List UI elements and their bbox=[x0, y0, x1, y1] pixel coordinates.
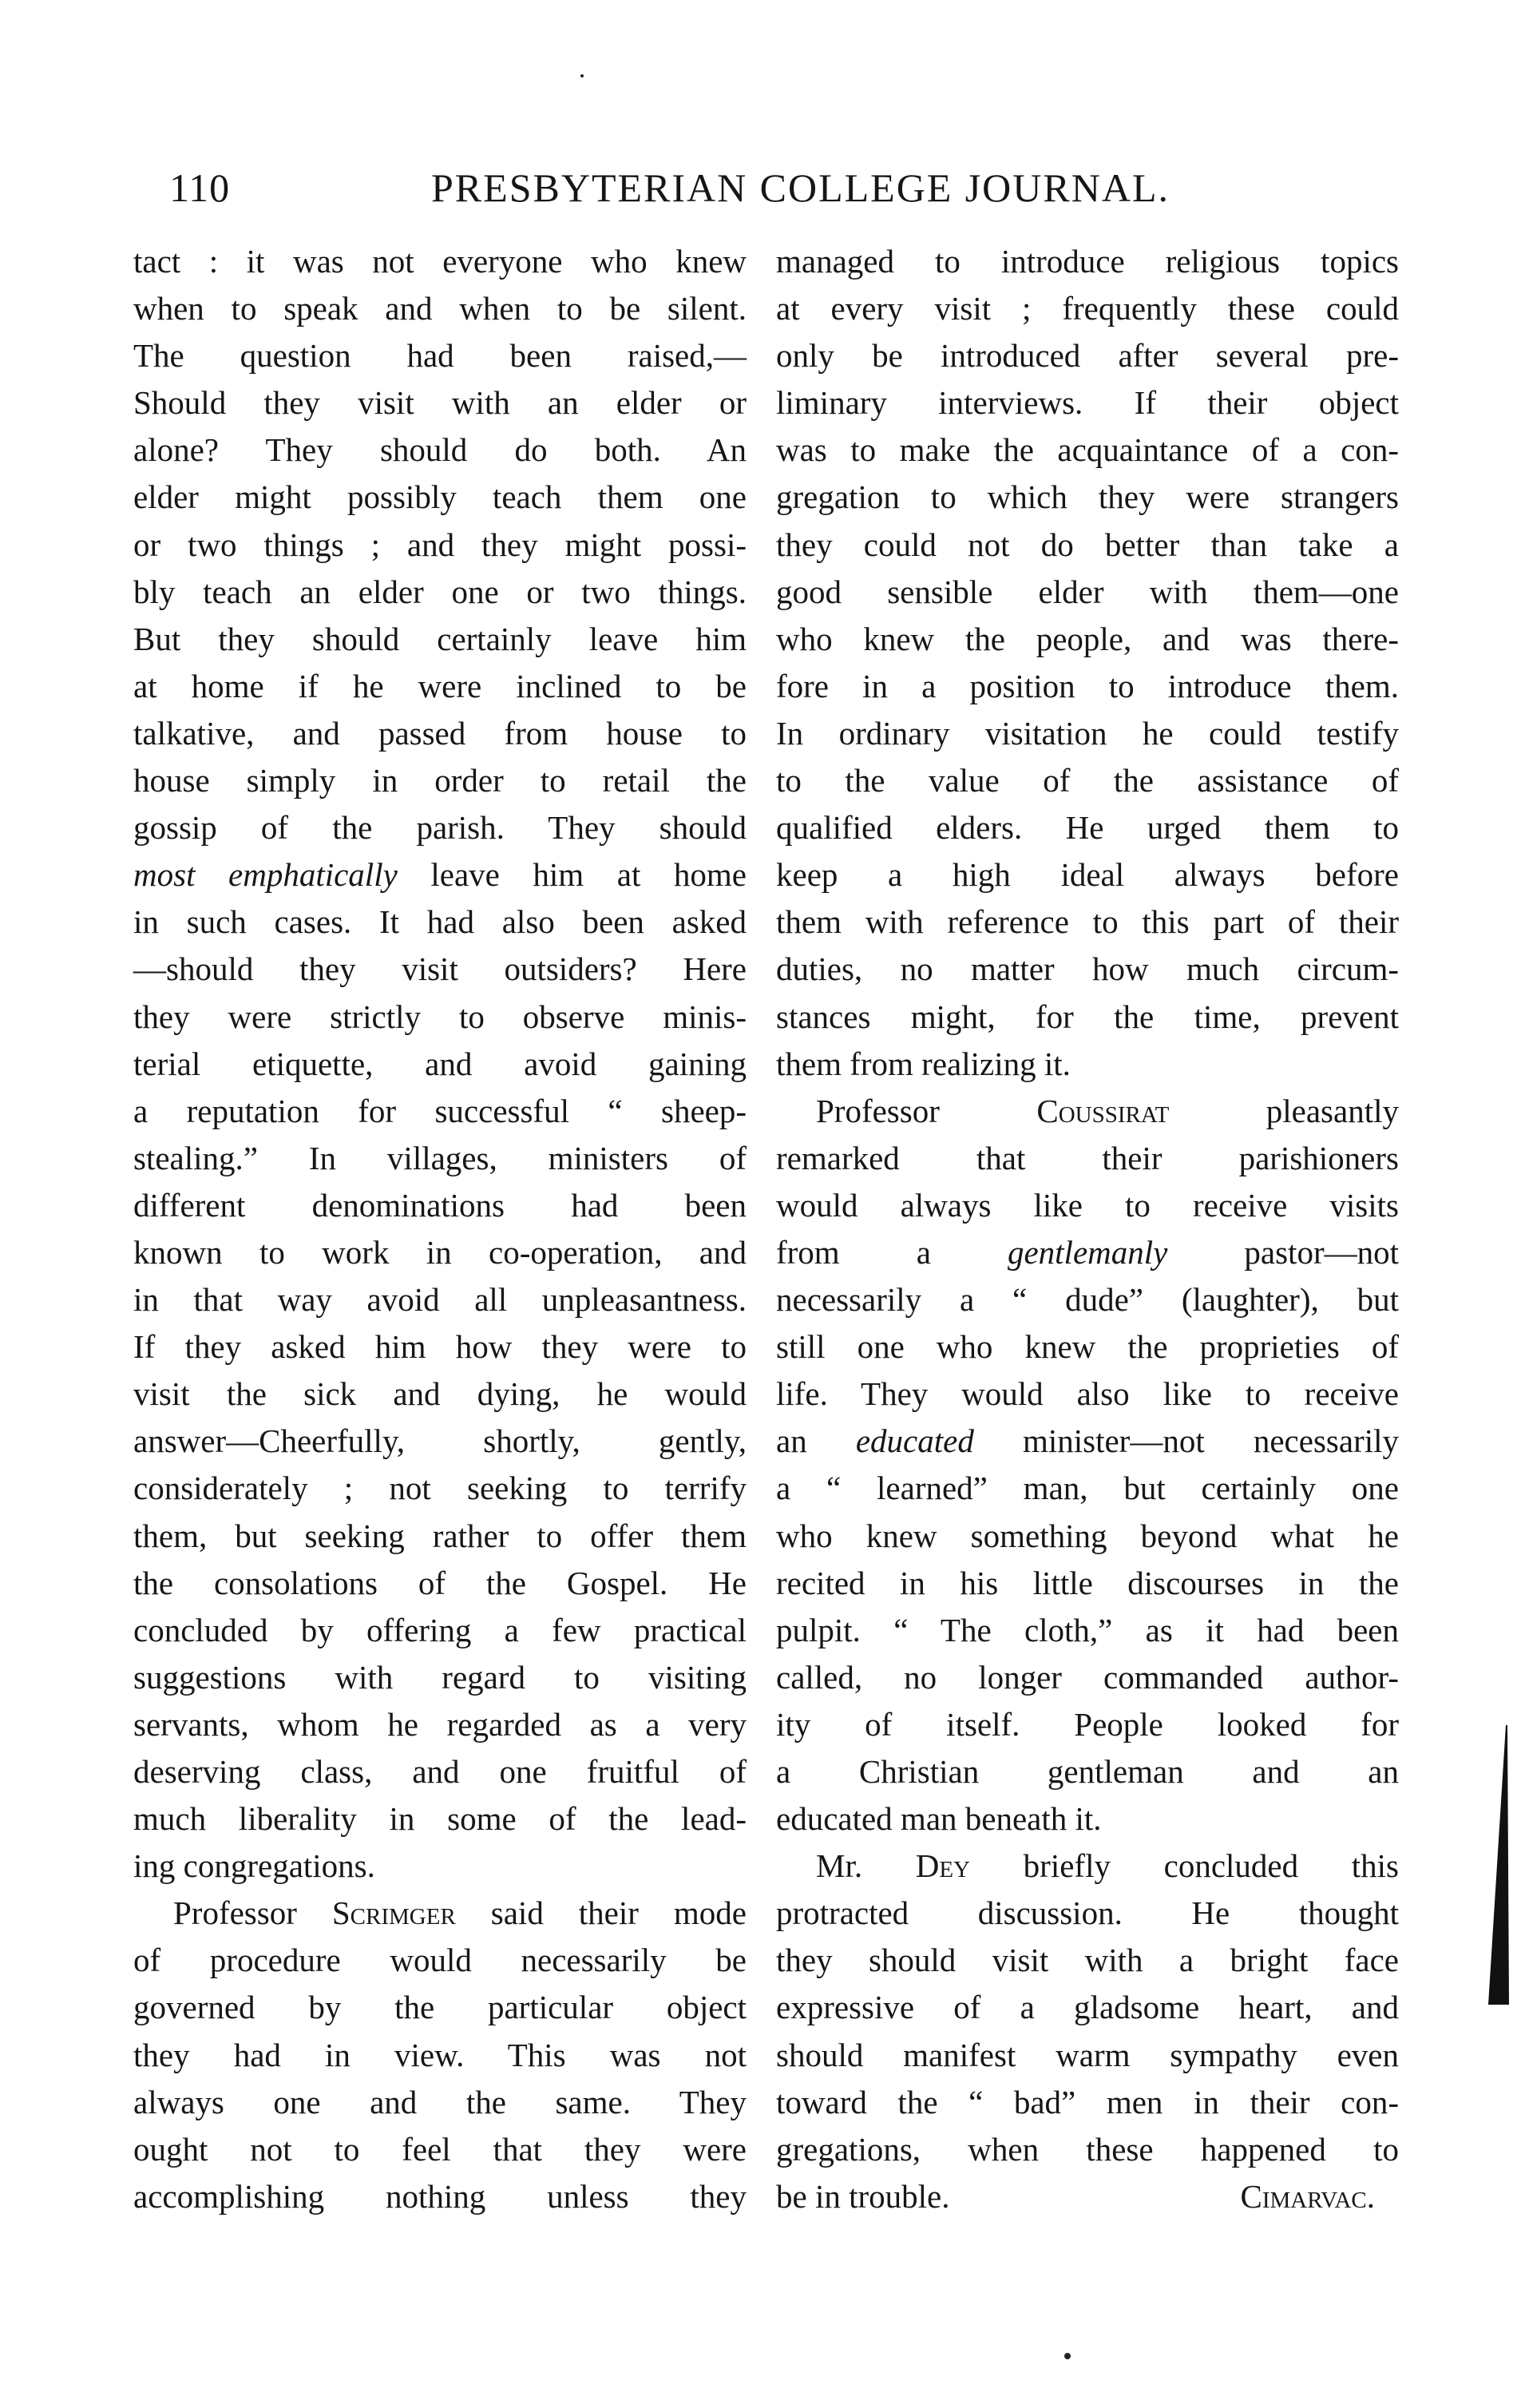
line-text: tact : it was not everyone who knew bbox=[133, 243, 747, 280]
line-text: much liberality in some of the lead- bbox=[133, 1800, 747, 1838]
line-text: considerately ; not seeking to terrify bbox=[133, 1470, 747, 1507]
line-text: at every visit ; frequently these could bbox=[776, 290, 1399, 327]
line-text: always one and the same. They bbox=[133, 2083, 747, 2120]
line-text: briefly concluded this bbox=[970, 1847, 1399, 1885]
text-line bbox=[776, 1418, 1399, 1465]
text-line bbox=[776, 1795, 1399, 1843]
text-line bbox=[776, 2173, 1399, 2220]
text-line bbox=[776, 2079, 1399, 2126]
text-line bbox=[133, 1323, 747, 1371]
line-text: gossip of the parish. They should bbox=[133, 809, 747, 847]
line-text: an bbox=[776, 1422, 856, 1460]
line-text: a reputation for successful “ sheep- bbox=[133, 1092, 747, 1129]
line-text: ing congregations. bbox=[133, 1847, 375, 1885]
speaker-name: Dey bbox=[915, 1847, 971, 1885]
line-text: good sensible elder with them—one bbox=[776, 573, 1399, 610]
text-line bbox=[133, 1371, 747, 1418]
scan-edge-mark bbox=[1485, 1725, 1517, 2013]
text-line bbox=[133, 238, 747, 285]
line-text: in such cases. It had also been asked bbox=[133, 903, 747, 941]
line-text: remarked that their parishioners bbox=[776, 1139, 1399, 1176]
text-line bbox=[133, 1795, 747, 1843]
text-line bbox=[133, 1229, 747, 1276]
line-text: who knew something beyond what he bbox=[776, 1517, 1399, 1554]
text-line bbox=[133, 2173, 747, 2220]
line-text: suggestions with regard to visiting bbox=[133, 1658, 747, 1696]
line-text: protracted discussion. He thought bbox=[776, 1894, 1399, 1932]
text-line bbox=[776, 710, 1399, 757]
running-header-title: PRESBYTERIAN COLLEGE JOURNAL. bbox=[431, 165, 1170, 210]
line-text: should manifest warm sympathy even bbox=[776, 2036, 1399, 2073]
text-line bbox=[776, 2126, 1399, 2173]
text-line bbox=[133, 1418, 747, 1465]
line-text: fore in a position to introduce them. bbox=[776, 667, 1399, 704]
line-text: they had in view. This was not bbox=[133, 2036, 747, 2073]
line-text: to the value of the assistance of bbox=[776, 762, 1399, 799]
text-line bbox=[776, 1937, 1399, 1984]
line-text: elder might possibly teach them one bbox=[133, 478, 747, 516]
text-line bbox=[133, 379, 747, 426]
line-text: minister—not necessarily bbox=[973, 1422, 1399, 1460]
text-line bbox=[776, 1276, 1399, 1323]
text-line bbox=[776, 1465, 1399, 1512]
text-line bbox=[776, 851, 1399, 899]
text-line bbox=[133, 1465, 747, 1512]
text-line bbox=[133, 285, 747, 332]
line-text: expressive of a gladsome heart, and bbox=[776, 1989, 1399, 2026]
text-line bbox=[776, 899, 1399, 946]
text-line bbox=[133, 757, 747, 804]
text-line bbox=[776, 1371, 1399, 1418]
text-line bbox=[776, 1984, 1399, 2031]
line-text: pulpit. “ The cloth,” as it had been bbox=[776, 1611, 1399, 1648]
line-text: managed to introduce religious topics bbox=[776, 243, 1399, 280]
line-text: governed by the particular object bbox=[133, 1989, 747, 2026]
text-line bbox=[776, 285, 1399, 332]
text-line bbox=[133, 1513, 747, 1560]
line-text: in that way avoid all unpleasantness. bbox=[133, 1281, 747, 1319]
speaker-name: Coussirat bbox=[1036, 1092, 1170, 1129]
line-text: they could not do better than take a bbox=[776, 526, 1399, 563]
line-text: still one who knew the proprieties of bbox=[776, 1328, 1399, 1366]
text-line bbox=[776, 804, 1399, 851]
text-line bbox=[133, 1560, 747, 1607]
line-text: alone? They should do both. An bbox=[133, 431, 747, 469]
line-text: recited in his little discourses in the bbox=[776, 1564, 1399, 1601]
line-text: they should visit with a bright face bbox=[776, 1942, 1399, 1979]
line-text: stances might, for the time, prevent bbox=[776, 998, 1399, 1035]
text-line bbox=[133, 1276, 747, 1323]
page-number: 110 bbox=[169, 165, 231, 210]
text-line bbox=[776, 522, 1399, 569]
line-text: ought not to feel that they were bbox=[133, 2130, 747, 2168]
text-line bbox=[776, 379, 1399, 426]
text-line bbox=[776, 1748, 1399, 1795]
line-text: who knew the people, and was there- bbox=[776, 620, 1399, 657]
speaker-name: Scrimger bbox=[331, 1894, 456, 1932]
line-text: talkative, and passed from house to bbox=[133, 714, 747, 752]
line-text: The question had been raised,— bbox=[133, 337, 747, 375]
line-text: Mr. bbox=[816, 1847, 916, 1885]
line-text: would always like to receive visits bbox=[776, 1186, 1399, 1224]
text-line bbox=[133, 1748, 747, 1795]
line-text: gregations, when these happened to bbox=[776, 2130, 1399, 2168]
text-line bbox=[776, 238, 1399, 285]
text-line bbox=[133, 899, 747, 946]
speck-mark bbox=[1064, 2353, 1071, 2359]
text-line bbox=[133, 522, 747, 569]
line-text: of procedure would necessarily be bbox=[133, 1942, 747, 1979]
text-line bbox=[133, 804, 747, 851]
right-column bbox=[776, 238, 1399, 2220]
text-line bbox=[776, 994, 1399, 1041]
text-line bbox=[133, 569, 747, 616]
line-text: be in trouble. bbox=[776, 2177, 950, 2215]
text-line bbox=[133, 1088, 747, 1135]
text-line bbox=[133, 616, 747, 663]
line-text: keep a high ideal always before bbox=[776, 856, 1399, 894]
line-text: answer—Cheerfully, shortly, gently, bbox=[133, 1422, 747, 1460]
line-text: Professor bbox=[173, 1894, 332, 1932]
line-text: toward the “ bad” men in their con- bbox=[776, 2083, 1399, 2120]
text-line bbox=[133, 1937, 747, 1984]
line-text: liminary interviews. If their object bbox=[776, 384, 1399, 422]
text-line bbox=[133, 1041, 747, 1088]
line-text: servants, whom he regarded as a very bbox=[133, 1705, 747, 1743]
line-text: when to speak and when to be silent. bbox=[133, 290, 747, 327]
line-text: Professor bbox=[816, 1092, 1037, 1129]
text-line bbox=[133, 1654, 747, 1701]
line-text: —should they visit outsiders? Here bbox=[133, 950, 747, 988]
emphasis-text: most emphatically bbox=[133, 856, 398, 894]
text-line bbox=[776, 1182, 1399, 1229]
line-text: them, but seeking rather to offer them bbox=[133, 1517, 747, 1554]
line-text: ity of itself. People looked for bbox=[776, 1705, 1399, 1743]
line-text: life. They would also like to receive bbox=[776, 1375, 1399, 1413]
line-text: known to work in co-operation, and bbox=[133, 1233, 747, 1271]
text-line bbox=[776, 1607, 1399, 1654]
text-line bbox=[776, 1654, 1399, 1701]
line-text: they were strictly to observe minis- bbox=[133, 998, 747, 1035]
text-line bbox=[776, 1890, 1399, 1937]
text-line bbox=[133, 1607, 747, 1654]
text-line bbox=[133, 2079, 747, 2126]
line-text: only be introduced after several pre- bbox=[776, 337, 1399, 375]
text-line bbox=[776, 1560, 1399, 1607]
left-column bbox=[133, 238, 747, 2220]
line-text: said their mode bbox=[455, 1894, 747, 1932]
line-text: necessarily a “ dude” (laughter), but bbox=[776, 1281, 1399, 1319]
line-text: them from realizing it. bbox=[776, 1045, 1071, 1082]
text-line bbox=[133, 332, 747, 379]
text-line bbox=[776, 1041, 1399, 1088]
text-line bbox=[776, 474, 1399, 521]
line-text: a Christian gentleman and an bbox=[776, 1753, 1399, 1790]
line-text: deserving class, and one fruitful of bbox=[133, 1753, 747, 1790]
text-line bbox=[776, 332, 1399, 379]
text-line bbox=[776, 426, 1399, 474]
line-text: was to make the acquaintance of a con- bbox=[776, 431, 1399, 469]
text-line bbox=[133, 946, 747, 993]
text-line bbox=[133, 1890, 747, 1937]
line-text: the consolations of the Gospel. He bbox=[133, 1564, 747, 1601]
speck-mark bbox=[580, 74, 584, 77]
text-line bbox=[133, 474, 747, 521]
text-line bbox=[133, 1182, 747, 1229]
line-text: a “ learned” man, but certainly one bbox=[776, 1470, 1399, 1507]
text-line bbox=[776, 1135, 1399, 1182]
line-text: them with reference to this part of their bbox=[776, 903, 1399, 941]
line-text: at home if he were inclined to be bbox=[133, 667, 747, 704]
text-line bbox=[776, 569, 1399, 616]
line-text: Should they visit with an elder or bbox=[133, 384, 747, 422]
line-text: different denominations had been bbox=[133, 1186, 747, 1224]
line-text: visit the sick and dying, he would bbox=[133, 1375, 747, 1413]
text-line bbox=[133, 1843, 747, 1890]
text-line bbox=[776, 1843, 1399, 1890]
line-text: accomplishing nothing unless they bbox=[133, 2177, 747, 2215]
text-line bbox=[133, 663, 747, 710]
line-text: concluded by offering a few practical bbox=[133, 1611, 747, 1648]
text-line bbox=[776, 1323, 1399, 1371]
line-text: duties, no matter how much circum- bbox=[776, 950, 1399, 988]
line-text: gregation to which they were strangers bbox=[776, 478, 1399, 516]
line-text: from a bbox=[776, 1233, 1008, 1271]
line-text: bly teach an elder one or two things. bbox=[133, 573, 747, 610]
line-text: If they asked him how they were to bbox=[133, 1328, 747, 1366]
line-text: leave him at home bbox=[397, 856, 747, 894]
line-text: or two things ; and they might possi- bbox=[133, 526, 747, 563]
line-text: pastor—not bbox=[1167, 1233, 1399, 1271]
text-line bbox=[133, 1701, 747, 1748]
text-line bbox=[776, 1088, 1399, 1135]
text-line bbox=[133, 710, 747, 757]
line-text: called, no longer commanded author- bbox=[776, 1658, 1399, 1696]
text-line bbox=[776, 2032, 1399, 2079]
text-line bbox=[133, 1135, 747, 1182]
line-text: terial etiquette, and avoid gaining bbox=[133, 1045, 747, 1082]
line-text: qualified elders. He urged them to bbox=[776, 809, 1399, 847]
text-line bbox=[133, 2126, 747, 2173]
line-text: stealing.” In villages, ministers of bbox=[133, 1139, 747, 1176]
text-line bbox=[133, 426, 747, 474]
line-text: In ordinary visitation he could testify bbox=[776, 714, 1399, 752]
text-line bbox=[776, 1513, 1399, 1560]
author-signature: Cimarvac. bbox=[1240, 2177, 1375, 2215]
text-line bbox=[133, 994, 747, 1041]
text-line bbox=[776, 757, 1399, 804]
line-text: educated man beneath it. bbox=[776, 1800, 1102, 1838]
text-line bbox=[776, 946, 1399, 993]
text-line bbox=[133, 851, 747, 899]
text-line bbox=[133, 2032, 747, 2079]
emphasis-text: gentlemanly bbox=[1007, 1233, 1168, 1271]
text-line bbox=[776, 616, 1399, 663]
text-line bbox=[776, 1701, 1399, 1748]
text-line bbox=[776, 1229, 1399, 1276]
line-text: pleasantly bbox=[1169, 1092, 1399, 1129]
text-line bbox=[133, 1984, 747, 2031]
line-text: house simply in order to retail the bbox=[133, 762, 747, 799]
line-text: But they should certainly leave him bbox=[133, 620, 747, 657]
emphasis-text: educated bbox=[855, 1422, 974, 1460]
text-line bbox=[776, 663, 1399, 710]
